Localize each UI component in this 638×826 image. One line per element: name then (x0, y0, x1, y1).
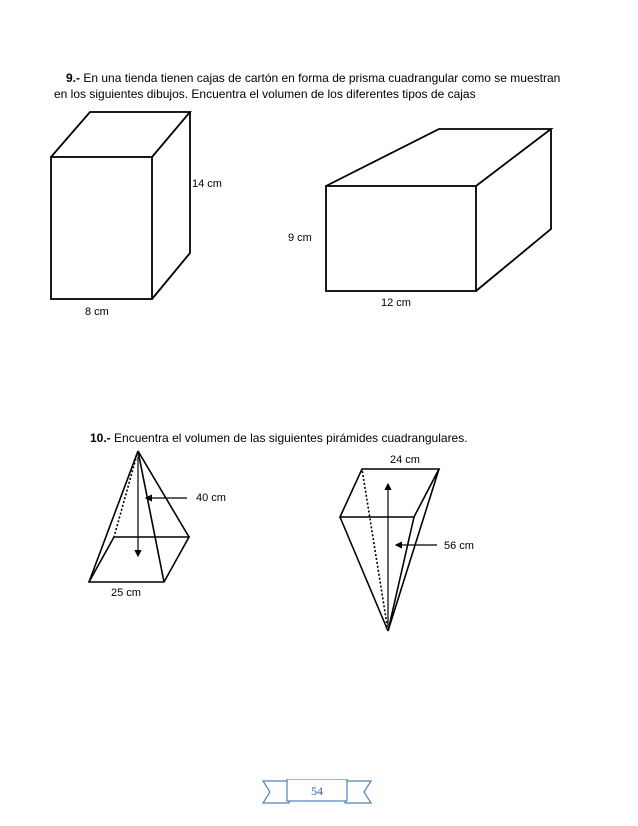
page-number: 54 (311, 784, 323, 798)
pyramid-1-height-label: 40 cm (196, 492, 226, 504)
pyramid-2-height-label: 56 cm (444, 540, 474, 552)
problem-10-text: Encuentra el volumen de las siguientes pirámides cuadrangulares. (114, 431, 468, 445)
pyramid-2-base-label: 24 cm (390, 454, 420, 466)
problem-9-number: 9.- (66, 71, 81, 85)
pyramid-2 (340, 469, 439, 631)
problem-10-line (90, 430, 468, 446)
box-2-base-label: 12 cm (381, 297, 411, 309)
pyramid-1 (89, 451, 189, 582)
page-number-ribbon (262, 779, 372, 805)
prism-box-2 (326, 129, 551, 291)
prism-box-1 (51, 112, 190, 299)
box-1-base-label: 8 cm (85, 306, 109, 318)
problem-10-number: 10.- (90, 431, 111, 445)
problem-9-text-2: en los siguientes dibujos. Encuentra el volumen de los diferentes tipos de cajas (54, 87, 476, 101)
box-2-height-label: 9 cm (288, 232, 312, 244)
problem-9-text-1: En una tienda tienen cajas de cartón en forma de prisma cuadrangular como se muestran (83, 71, 561, 85)
pyramid-1-base-label: 25 cm (111, 587, 141, 599)
box-1-height-label: 14 cm (192, 178, 222, 190)
